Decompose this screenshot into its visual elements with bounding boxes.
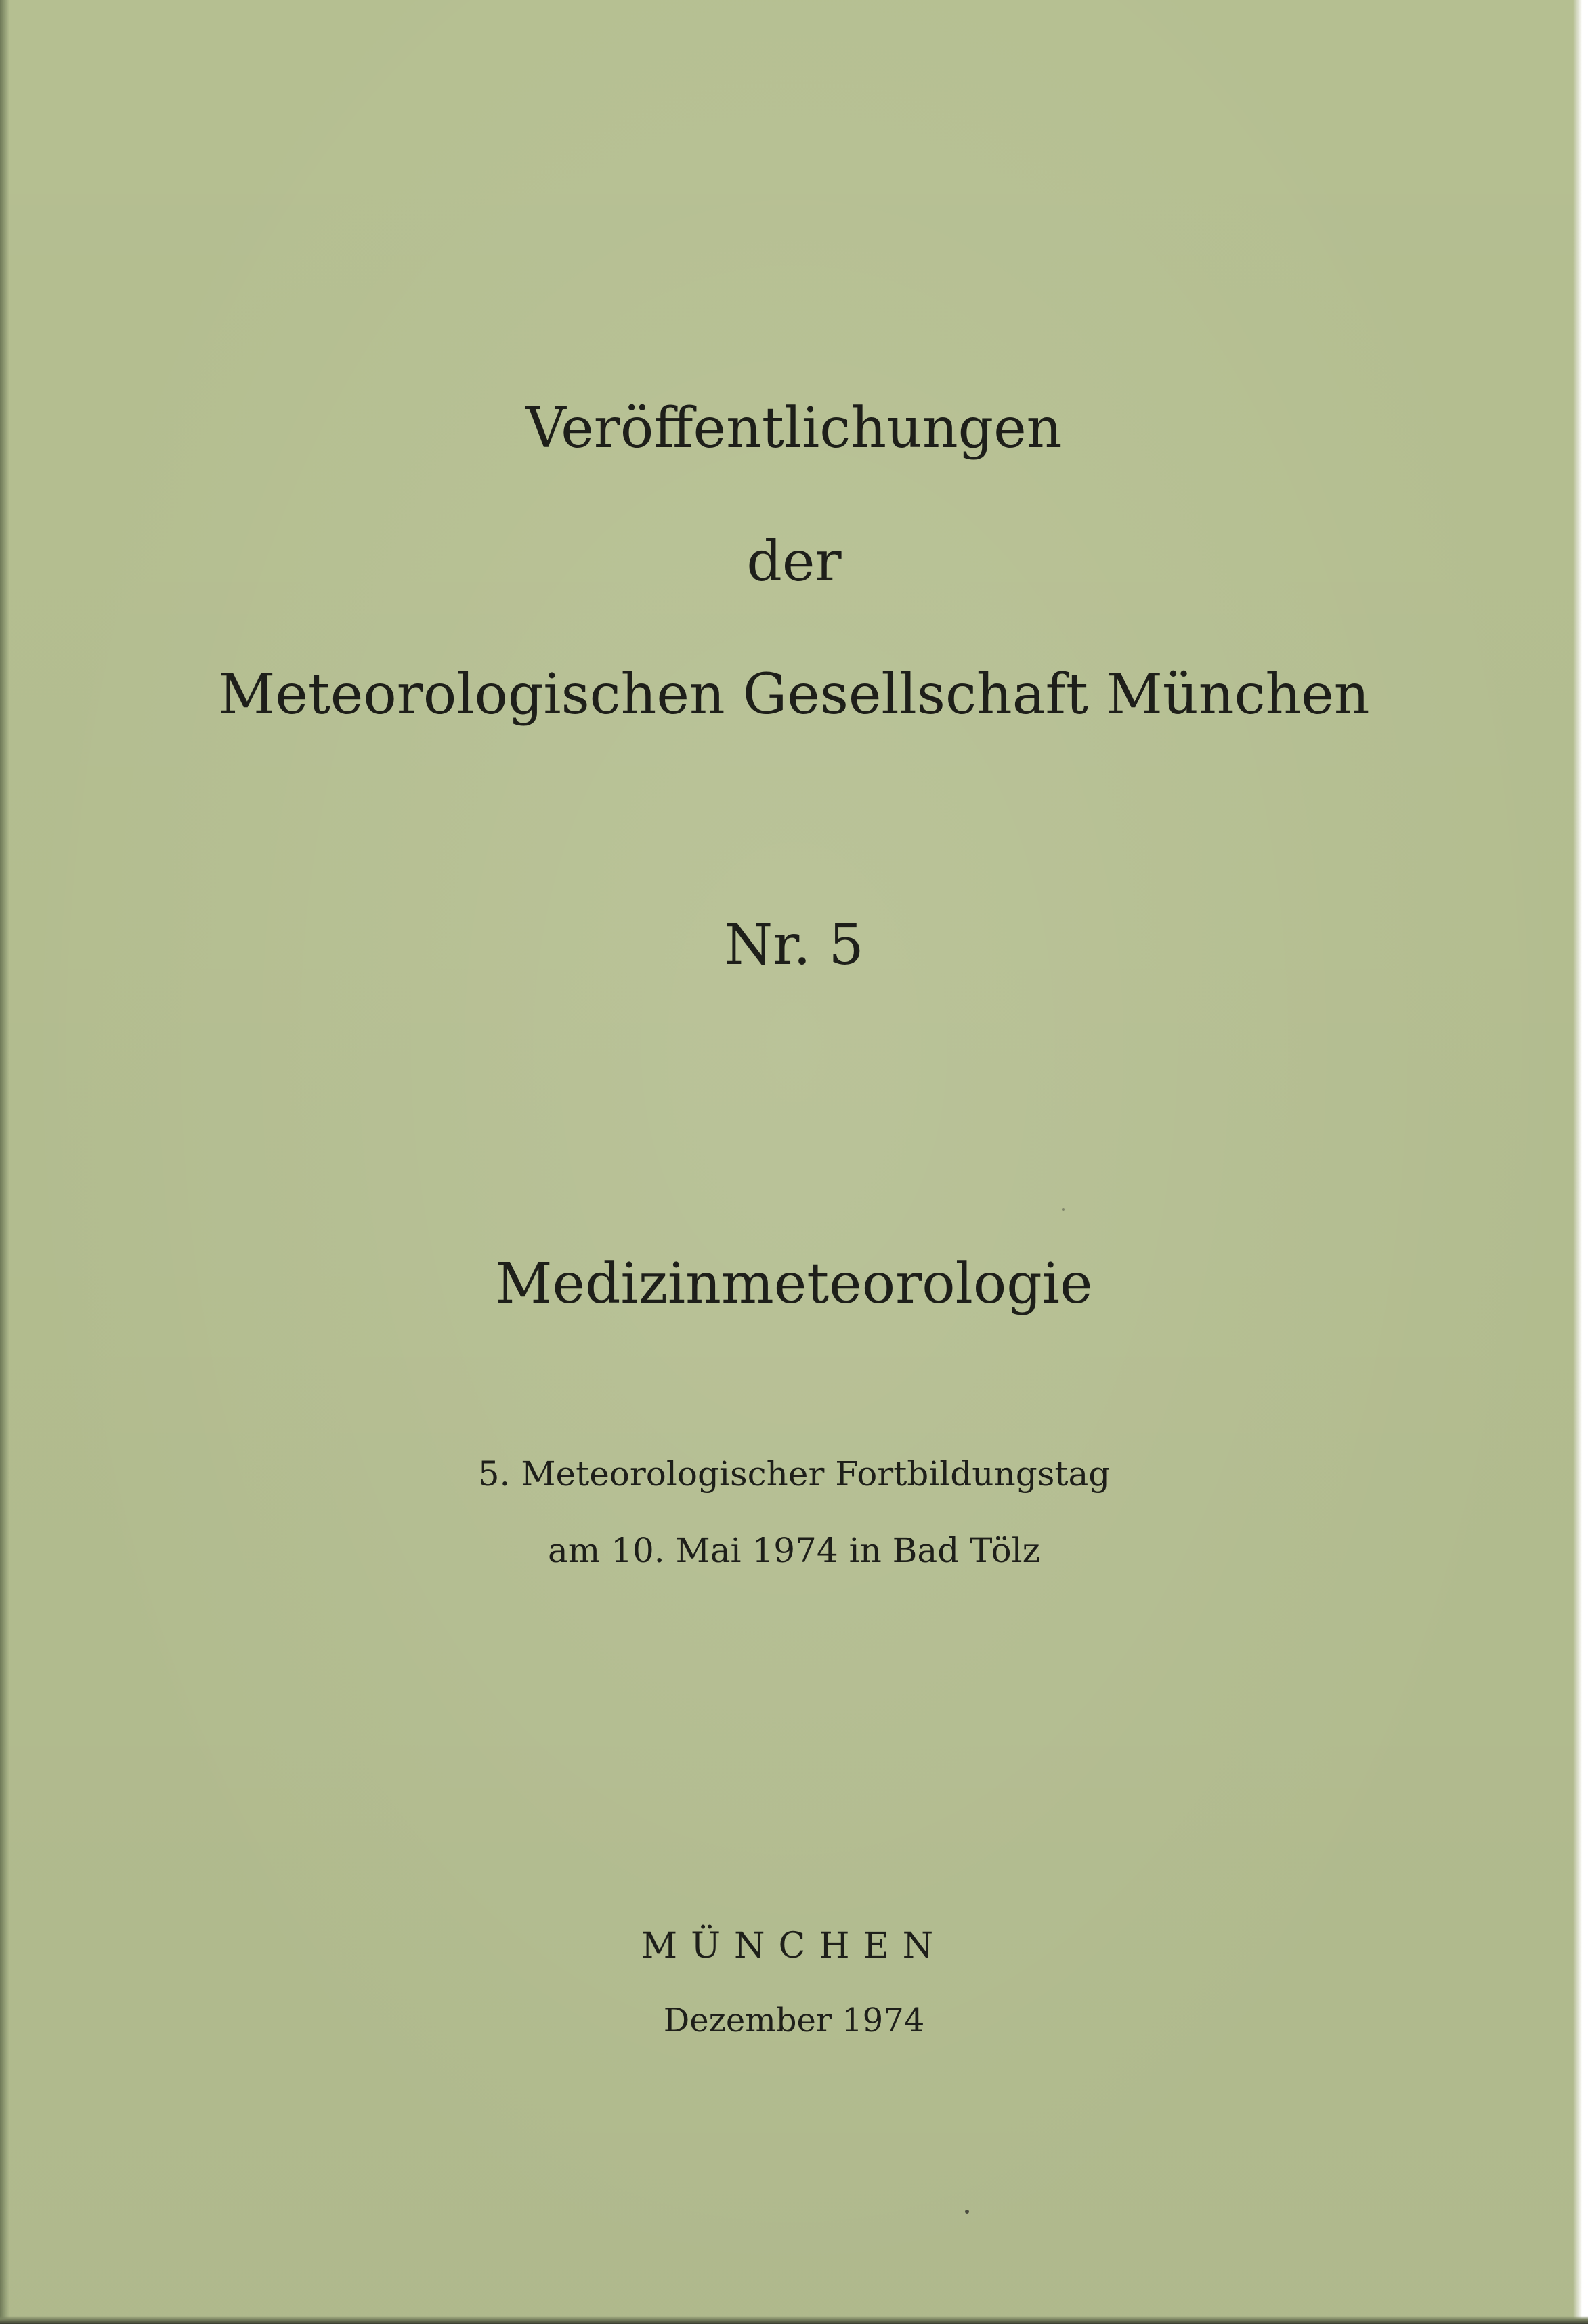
cover-bottom-edge bbox=[0, 2316, 1588, 2324]
publisher-city: MÜNCHEN bbox=[641, 1926, 947, 1966]
series-society-name: Meteorologischen Gesellschaft München bbox=[218, 662, 1370, 727]
volume-title: Medizinmeteorologie bbox=[495, 1252, 1093, 1316]
publication-date: Dezember 1974 bbox=[663, 2002, 925, 2040]
cover-right-edge bbox=[1573, 0, 1588, 2324]
issue-number: Nr. 5 bbox=[724, 913, 864, 977]
series-title-der: der bbox=[746, 530, 842, 594]
event-date-location: am 10. Mai 1974 in Bad Tölz bbox=[548, 1531, 1040, 1570]
paper-speck bbox=[1062, 1208, 1065, 1211]
event-description: 5. Meteorologischer Fortbildungstag bbox=[477, 1454, 1111, 1494]
paper-speck bbox=[965, 2210, 969, 2214]
series-title: Veröffentlichungen bbox=[525, 396, 1063, 461]
cover-left-edge bbox=[0, 0, 9, 2324]
